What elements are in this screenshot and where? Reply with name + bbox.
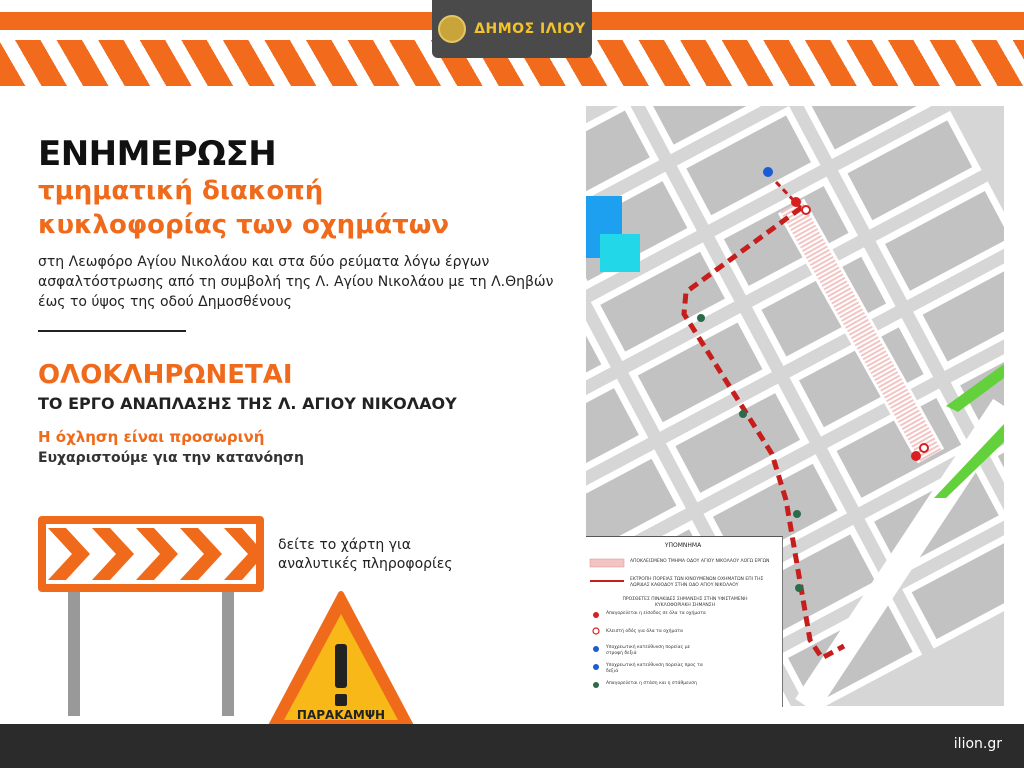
legend-closed-section: ΑΠΟΚΛΕΙΣΜΕΝΟ ΤΜΗΜΑ ΟΔΟΥ ΑΓΙΟΥ ΝΙΚΟΛΑΟΥ ΛΟΓΩ ΕΡΓΩΝ <box>630 559 770 564</box>
chevron-sign <box>38 516 264 592</box>
legend-extra-signs: ΠΡΟΣΘΕΤΕΣ ΠΙΝΑΚΙΔΕΣ ΣΗΜΑΝΣΗΣ ΣΤΗΝ ΥΦΙΣΤΑΜΕΝΗ ΚΥΚΛΟΦΟΡΙΑΚΗ ΣΗΜΑΝΣΗ <box>622 597 748 608</box>
legend-item: Υποχρεωτική κατεύθυνση πορείας με στροφή δεξιά <box>606 645 691 656</box>
project-title: ΤΟ ΕΡΓΟ ΑΝΑΠΛΑΣΗΣ ΤΗΣ Λ. ΑΓΙΟΥ ΝΙΚΟΛΑΟΥ <box>38 394 457 413</box>
thanks-note: Ευχαριστούμε για την κατανόηση <box>38 450 304 466</box>
site-link[interactable]: ilion.gr <box>953 736 1002 752</box>
municipality-logo[interactable] <box>432 0 592 58</box>
sign-pole <box>68 592 80 716</box>
logo-text: ΔΗΜΟΣ ΙΛΙΟΥ <box>474 21 586 37</box>
map-legend <box>586 536 783 707</box>
legend-title: ΥΠΟΜΝΗΜΑ <box>664 542 702 549</box>
legend-item: Απαγορεύεται η στάση και η στάθμευση <box>606 681 697 686</box>
legend-item: Υποχρεωτική κατεύθυνση πορείας προς τα δεξιά <box>606 663 703 674</box>
legend-item: Απαγορεύεται η είσοδος σε όλα τα οχήματα <box>606 611 706 616</box>
notice-description: στη Λεωφόρο Αγίου Νικολάου και στα δύο ρεύματα λόγω έργων ασφαλτόστρωσης από τη συμβολή της Λ. Αγίου Νικολάου με τη Λ.Θηβών έως το ύψος της οδού Δημοσθένους <box>38 254 554 310</box>
sign-pole <box>222 592 234 716</box>
notice-subtitle-line2: κυκλοφορίας των οχημάτων <box>38 210 450 240</box>
seal-icon <box>438 15 466 43</box>
see-map-note: δείτε το χάρτη για αναλυτικές πληροφορίες <box>278 537 453 572</box>
chevron-arrows-icon <box>46 524 256 584</box>
footer-bar <box>0 724 1024 768</box>
legend-detour: ΕΚΤΡΟΠΗ ΠΟΡΕΙΑΣ ΤΩΝ ΚΙΝΟΥΜΕΝΩΝ ΟΧΗΜΑΤΩΝ ΕΠΙ ΤΗΣ ΛΩΡΙΔΑΣ ΚΑΘΟΔΟΥ ΣΤΗΝ ΟΔΟ ΑΓΙΟΥ ΝΙΚΟΛΑΟΥ <box>630 577 764 588</box>
notice-subtitle-line1: τμηματική διακοπή <box>38 176 324 206</box>
divider <box>38 330 186 332</box>
detour-label: ΠΑΡΑΚΑΜΨΗ <box>296 708 386 722</box>
legend-item: Κλειστή οδός για όλα τα οχήματα <box>606 629 683 634</box>
completion-title: ΟΛΟΚΛΗΡΩΝΕΤΑΙ <box>38 360 293 390</box>
notice-heading: ΕΝΗΜΕΡΩΣΗ <box>38 134 277 174</box>
temporary-note: Η όχληση είναι προσωρινή <box>38 428 265 446</box>
